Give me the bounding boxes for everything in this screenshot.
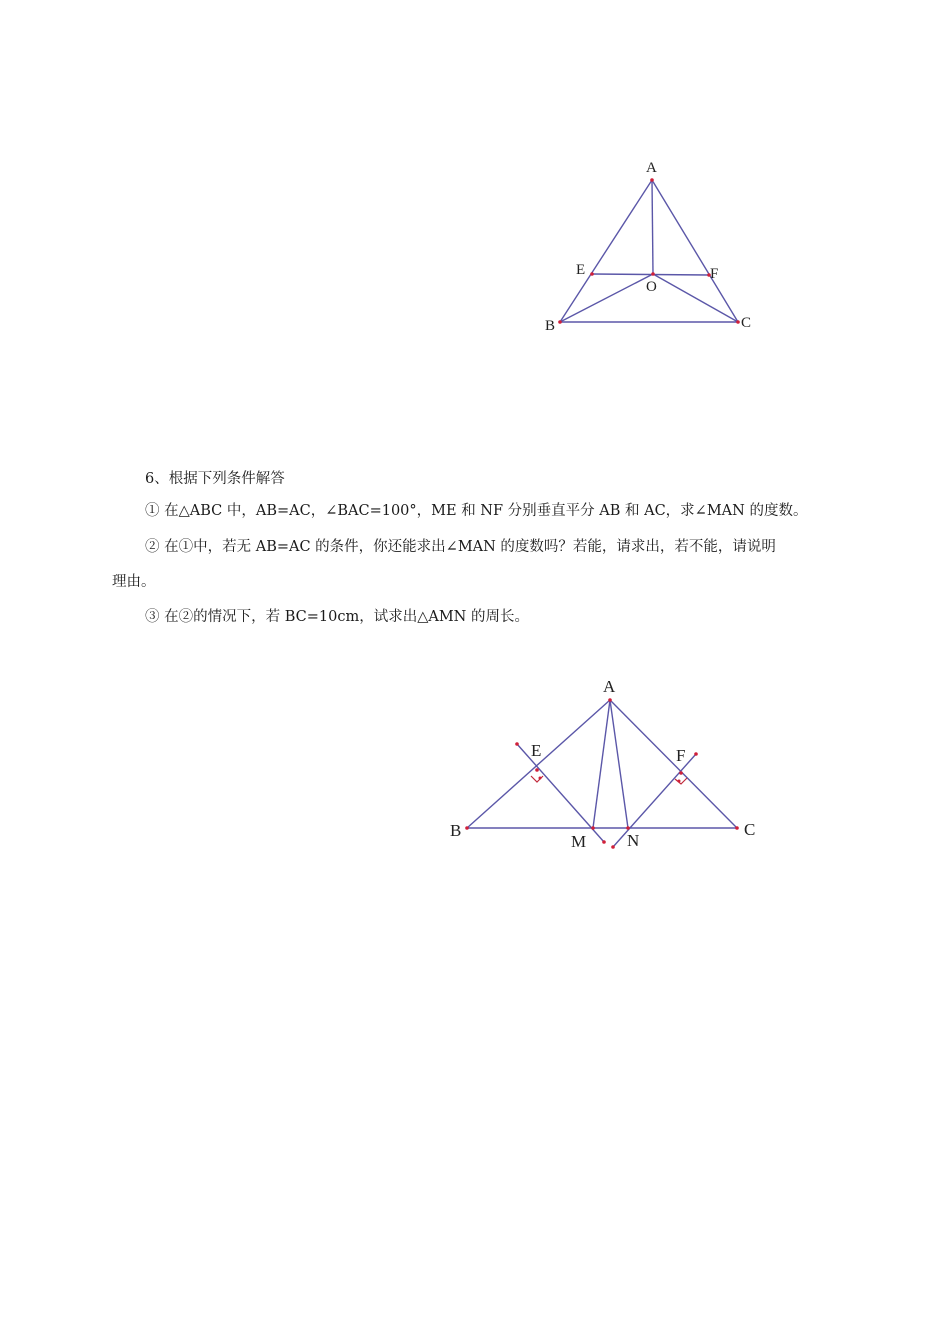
mark-dot-e: [539, 777, 542, 780]
segment-bo: [560, 274, 653, 322]
endpoint-bisector-me-bottom: [602, 840, 606, 844]
label-o: O: [646, 279, 657, 295]
endpoint-bisector-nf-bottom: [611, 845, 615, 849]
label-c: C: [741, 315, 752, 331]
point-m: [591, 826, 595, 830]
segment-am: [593, 700, 610, 828]
label-m: M: [571, 832, 587, 851]
label-e: E: [576, 262, 586, 278]
point-c: [736, 320, 740, 324]
label-a: A: [603, 677, 616, 696]
right-angle-mark-e: [531, 776, 543, 782]
segment-ao: [652, 180, 653, 274]
label-c: C: [744, 820, 756, 839]
mark-dot-f: [678, 780, 681, 783]
figure-triangle-abc-with-o: [530, 150, 770, 340]
segment-co: [653, 274, 738, 322]
question-item-1: ① 在△ABC 中，AB=AC，∠BAC=100°，ME 和 NF 分别垂直平分 AB 和 AC，求∠MAN 的度数。: [145, 503, 808, 519]
label-b: B: [450, 821, 462, 840]
question-item-2-continued: 理由。: [112, 574, 156, 590]
question-item-3: ③ 在②的情况下，若 BC=10cm，试求出△AMN 的周长。: [145, 609, 529, 625]
side-ac: [652, 180, 738, 322]
point-e: [535, 768, 539, 772]
side-ab: [467, 700, 610, 828]
label-f: F: [710, 266, 719, 282]
label-n: N: [627, 831, 640, 850]
endpoint-bisector-nf-top: [694, 752, 698, 756]
side-ac: [610, 700, 737, 828]
point-c: [735, 826, 739, 830]
question-item-2: ② 在①中，若无 AB=AC 的条件，你还能求出∠MAN 的度数吗？若能，请求出，若不能，请说明: [145, 539, 776, 555]
point-a: [608, 698, 612, 702]
point-b: [558, 320, 562, 324]
point-a: [650, 178, 654, 182]
figure-perpendicular-bisectors: [440, 670, 770, 860]
point-n: [626, 826, 630, 830]
label-a: A: [646, 160, 657, 176]
point-e: [590, 272, 594, 276]
right-angle-mark-f: [675, 778, 687, 784]
point-f: [679, 771, 683, 775]
endpoint-bisector-me-top: [515, 742, 519, 746]
bisector-nf: [613, 754, 696, 847]
point-o: [651, 272, 655, 276]
label-f: F: [676, 746, 686, 765]
segment-an: [610, 700, 628, 828]
label-b: B: [545, 318, 556, 334]
point-b: [465, 826, 469, 830]
question-heading: 6、根据下列条件解答: [145, 471, 285, 487]
label-e: E: [531, 741, 542, 760]
side-ab: [560, 180, 652, 322]
